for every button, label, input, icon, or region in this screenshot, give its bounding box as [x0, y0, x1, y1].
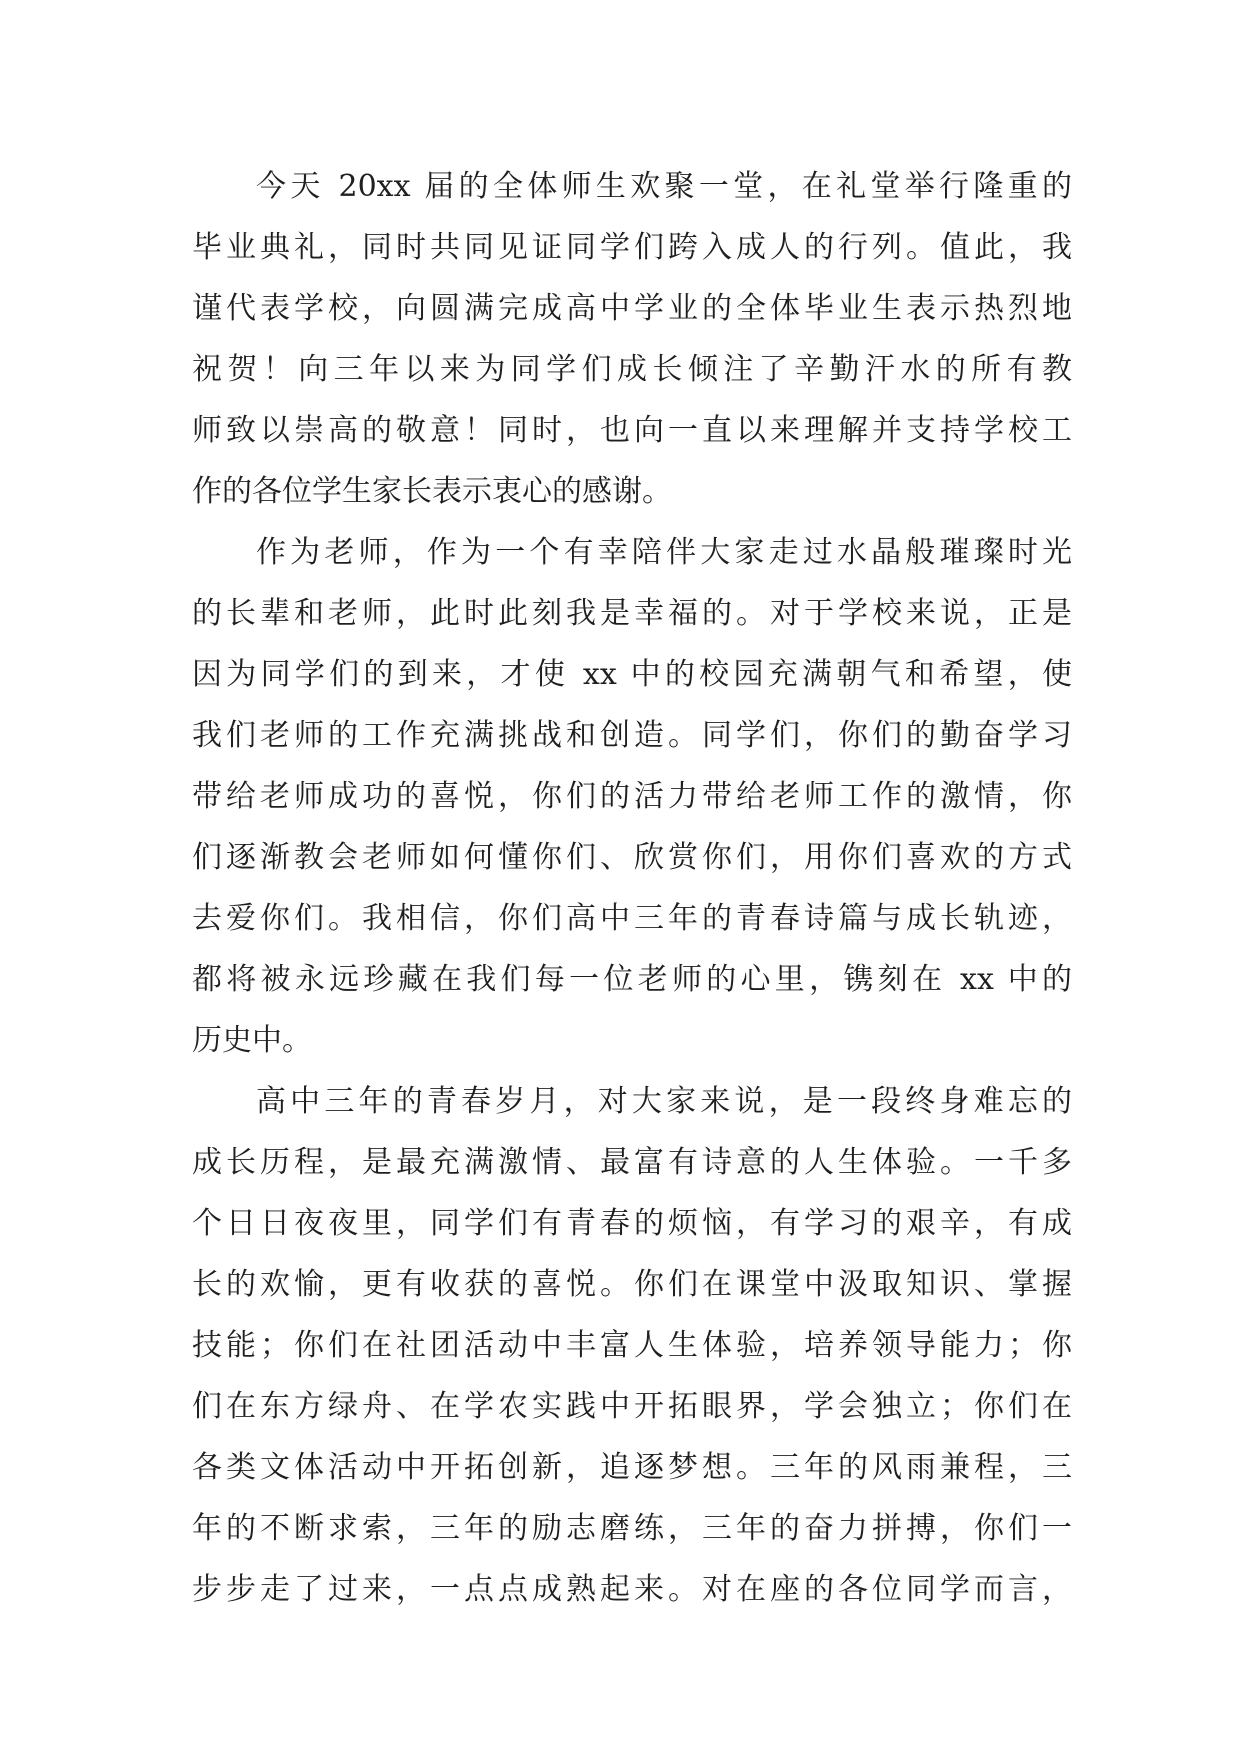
paragraph-1-line-1: 今天 20xx 届的全体师生欢聚一堂，在礼堂举行隆重的: [256, 169, 1072, 204]
paragraph-3-line-6: 们在东方绿舟、在学农实践中开拓眼界，学会独立；你们在: [192, 1389, 1072, 1424]
paragraph-3-line-3: 个日日夜夜里，同学们有青春的烦恼，有学习的艰辛，有成: [192, 1206, 1072, 1241]
paragraph-2-line-3: 因为同学们的到来，才使 xx 中的校园充满朝气和希望，使: [192, 657, 1072, 692]
paragraph-2-line-7: 去爱你们。我相信，你们高中三年的青春诗篇与成长轨迹，: [192, 901, 1072, 936]
paragraph-3-line-2: 成长历程，是最充满激情、最富有诗意的人生体验。一千多: [192, 1145, 1072, 1180]
paragraph-2-line-9: 历史中。: [192, 1023, 312, 1058]
paragraph-2-line-6: 们逐渐教会老师如何懂你们、欣赏你们，用你们喜欢的方式: [192, 840, 1072, 875]
paragraph-3-line-8: 年的不断求索，三年的励志磨练，三年的奋力拼搏，你们一: [192, 1511, 1072, 1546]
paragraph-2-line-2: 的长辈和老师，此时此刻我是幸福的。对于学校来说，正是: [192, 596, 1072, 631]
paragraph-2-line-1: 作为老师，作为一个有幸陪伴大家走过水晶般璀璨时光: [256, 535, 1072, 570]
paragraph-3-line-7: 各类文体活动中开拓创新，追逐梦想。三年的风雨兼程，三: [192, 1450, 1072, 1485]
speech-body: [192, 156, 1072, 1620]
paragraph-3-line-1: 高中三年的青春岁月，对大家来说，是一段终身难忘的: [256, 1084, 1072, 1119]
paragraph-1-line-3: 谨代表学校，向圆满完成高中学业的全体毕业生表示热烈地: [192, 291, 1072, 326]
paragraph-2-line-5: 带给老师成功的喜悦，你们的活力带给老师工作的激情，你: [192, 779, 1072, 814]
paragraph-1-line-2: 毕业典礼，同时共同见证同学们跨入成人的行列。值此，我: [192, 230, 1072, 265]
paragraph-3-line-5: 技能；你们在社团活动中丰富人生体验，培养领导能力；你: [192, 1328, 1072, 1363]
paragraph-1-line-5: 师致以崇高的敬意！同时，也向一直以来理解并支持学校工: [192, 413, 1072, 448]
paragraph-2-line-4: 我们老师的工作充满挑战和创造。同学们，你们的勤奋学习: [192, 718, 1072, 753]
paragraph-2-line-8: 都将被永远珍藏在我们每一位老师的心里，镌刻在 xx 中的: [192, 962, 1072, 997]
paragraph-3-line-9: 步步走了过来，一点点成熟起来。对在座的各位同学而言，: [192, 1572, 1072, 1607]
paragraph-1-line-6: 作的各位学生家长表示衷心的感谢。: [192, 474, 672, 509]
paragraph-3-line-4: 长的欢愉，更有收获的喜悦。你们在课堂中汲取知识、掌握: [192, 1267, 1072, 1302]
paragraph-1-line-4: 祝贺！向三年以来为同学们成长倾注了辛勤汗水的所有教: [192, 352, 1072, 387]
